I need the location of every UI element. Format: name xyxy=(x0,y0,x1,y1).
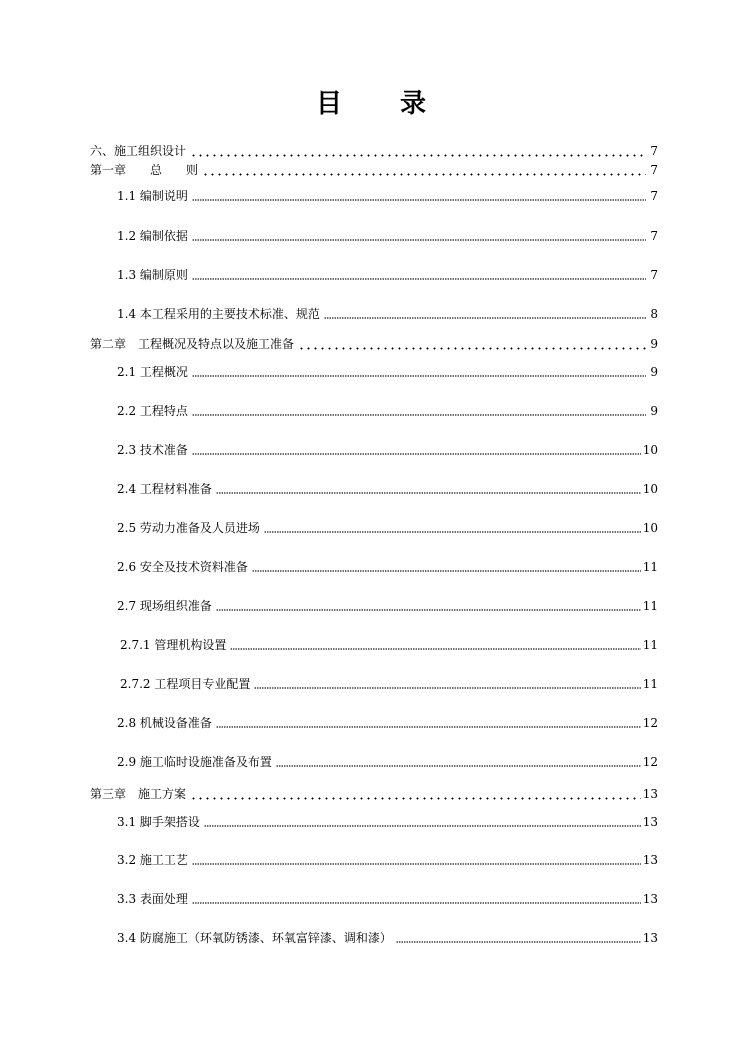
toc-entry-label: 2.3 技术准备 xyxy=(117,443,188,457)
toc-entry[interactable] xyxy=(117,442,658,458)
dot-leader xyxy=(192,863,641,865)
dot-leader xyxy=(276,765,641,767)
toc-entry[interactable] xyxy=(117,891,658,907)
toc-entry-label: 1.4 本工程采用的主要技术标准、规范 xyxy=(117,307,320,321)
toc-entry-page: 13 xyxy=(642,815,658,829)
dot-leader xyxy=(264,531,641,533)
toc-entry-label: 2.2 工程特点 xyxy=(117,404,188,418)
toc-entry-page: 13 xyxy=(642,853,658,867)
toc-entry-label: 第三章 施工方案 xyxy=(90,787,187,801)
toc-entry-label: 1.3 编制原则 xyxy=(117,268,188,282)
toc-entry-page: 13 xyxy=(642,931,658,945)
toc-entry[interactable] xyxy=(117,306,658,322)
dot-leader xyxy=(192,902,641,904)
toc-entry-page: 7 xyxy=(650,189,658,203)
toc-entry-page: 7 xyxy=(650,144,658,158)
dot-leader xyxy=(192,375,646,377)
toc-entry-label: 1.2 编制依据 xyxy=(117,229,188,243)
toc-entry[interactable] xyxy=(90,786,658,802)
dot-leader xyxy=(192,278,646,280)
dot-leader xyxy=(190,797,641,800)
toc-entry[interactable] xyxy=(120,637,658,653)
toc-entry-page: 11 xyxy=(642,677,658,691)
toc-entry-page: 9 xyxy=(650,365,658,379)
dot-leader xyxy=(252,570,641,572)
toc-entry-label: 第一章 总 则 xyxy=(90,163,199,177)
toc-entry[interactable] xyxy=(117,814,658,830)
toc-entry-label: 3.3 表面处理 xyxy=(117,892,188,906)
toc-entry[interactable] xyxy=(117,188,658,204)
toc-entry-label: 2.7.2 工程项目专业配置 xyxy=(120,677,251,691)
toc-entry-page: 7 xyxy=(650,268,658,282)
dot-leader xyxy=(230,648,640,650)
toc-entry[interactable] xyxy=(117,852,658,868)
toc-entry-page: 12 xyxy=(642,755,658,769)
toc-entry[interactable] xyxy=(90,143,658,159)
toc-entry-label: 1.1 编制说明 xyxy=(117,189,188,203)
toc-entry-page: 11 xyxy=(642,599,658,613)
dot-leader xyxy=(192,414,646,416)
toc-entry[interactable] xyxy=(117,930,658,946)
dot-leader xyxy=(204,825,641,827)
toc-entry[interactable] xyxy=(117,715,658,731)
toc-entry-label: 2.6 安全及技术资料准备 xyxy=(117,560,248,574)
toc-entry-page: 9 xyxy=(650,337,658,351)
toc-entry-page: 7 xyxy=(650,229,658,243)
dot-leader xyxy=(216,726,641,728)
toc-entry[interactable] xyxy=(117,403,658,419)
toc-entry[interactable] xyxy=(117,520,658,536)
dot-leader xyxy=(190,154,646,157)
toc-entry[interactable] xyxy=(117,598,658,614)
toc-entry-label: 3.2 施工工艺 xyxy=(117,853,188,867)
toc-entry-label: 2.4 工程材料准备 xyxy=(117,482,212,496)
toc-entry[interactable] xyxy=(117,228,658,244)
toc-entry[interactable] xyxy=(117,754,658,770)
toc-entry-label: 六、施工组织设计 xyxy=(90,144,187,158)
toc-entry[interactable] xyxy=(117,267,658,283)
toc-entry-page: 10 xyxy=(642,482,658,496)
toc-entry-page: 8 xyxy=(650,307,658,321)
dot-leader xyxy=(192,453,641,455)
dot-leader xyxy=(254,687,640,689)
toc-entry-page: 10 xyxy=(642,521,658,535)
toc-entry-page: 13 xyxy=(642,787,658,801)
dot-leader xyxy=(298,347,646,350)
toc-entry[interactable] xyxy=(90,162,658,178)
toc-entry-label: 2.1 工程概况 xyxy=(117,365,188,379)
toc-entry-page: 11 xyxy=(642,560,658,574)
toc-entry[interactable] xyxy=(90,336,658,352)
toc-entry-page: 9 xyxy=(650,404,658,418)
toc-entry-label: 2.7 现场组织准备 xyxy=(117,599,212,613)
toc-entry[interactable] xyxy=(117,559,658,575)
toc-entry-page: 13 xyxy=(642,892,658,906)
toc-entry[interactable] xyxy=(120,676,658,692)
dot-leader xyxy=(192,239,646,241)
toc-entry-page: 10 xyxy=(642,443,658,457)
toc-entry-label: 3.1 脚手架搭设 xyxy=(117,815,200,829)
toc-entry-label: 2.8 机械设备准备 xyxy=(117,716,212,730)
dot-leader xyxy=(324,317,646,319)
toc-entry-page: 7 xyxy=(650,163,658,177)
page-title: 目 录 xyxy=(315,89,428,119)
dot-leader xyxy=(396,941,641,943)
toc-entry-page: 12 xyxy=(642,716,658,730)
toc-entry-label: 2.5 劳动力准备及人员进场 xyxy=(117,521,260,535)
toc-entry-label: 2.7.1 管理机构设置 xyxy=(120,638,227,652)
toc-entry-label: 第二章 工程概况及特点以及施工准备 xyxy=(90,337,295,351)
toc-entry[interactable] xyxy=(117,364,658,380)
toc-entry-label: 2.9 施工临时设施准备及布置 xyxy=(117,755,272,769)
toc-entry[interactable] xyxy=(117,481,658,497)
dot-leader xyxy=(202,173,646,176)
toc-entry-label: 3.4 防腐施工（环氧防锈漆、环氧富锌漆、调和漆） xyxy=(117,931,392,945)
dot-leader xyxy=(216,609,641,611)
dot-leader xyxy=(192,199,646,201)
dot-leader xyxy=(216,492,641,494)
toc-entry-page: 11 xyxy=(642,638,658,652)
